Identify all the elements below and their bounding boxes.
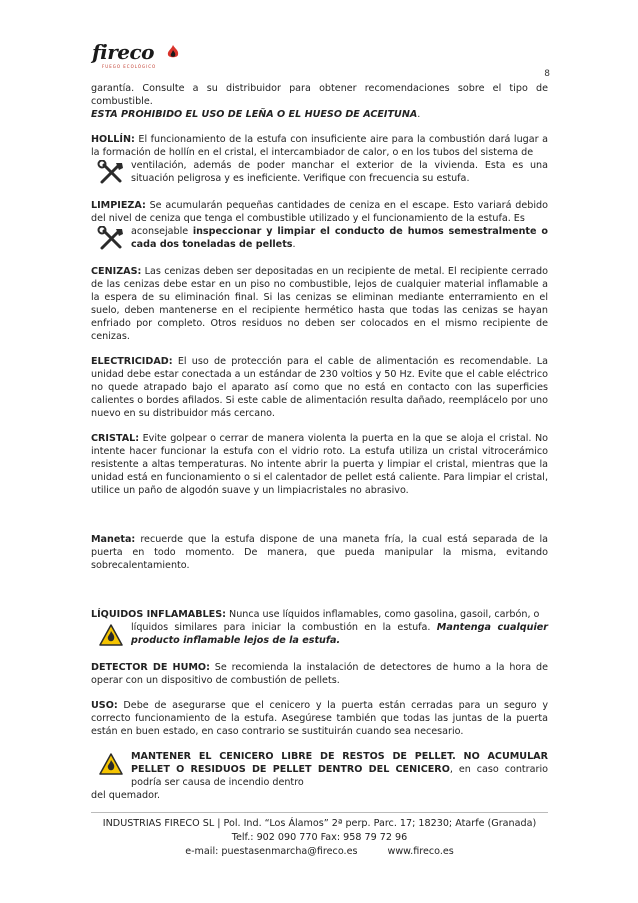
liquidos-warning-bold: Mantenga cualquier producto inflamable lejos de la estufa. xyxy=(131,622,549,646)
section-liquidos xyxy=(91,608,548,649)
footer-divider xyxy=(91,812,548,813)
cenicero-warning: , en caso contrario podría ser causa de incendio dentro xyxy=(131,764,548,788)
limpieza-advice-bold: inspeccionar y limpiar el conducto de humos semestralmente o cada dos toneladas de pellets xyxy=(131,226,548,250)
section-limpieza xyxy=(91,199,548,253)
liquidos-warning: líquidos similares para iniciar la combustión en la estufa. xyxy=(131,622,437,633)
section-hollin xyxy=(91,133,548,187)
cenicero-text xyxy=(131,750,548,789)
cenizas-text: Las cenizas deben ser depositadas en un recipiente de metal. El recipiente cerrado de las cenizas debe estar en un piso no combustible, lejos de cualquier material inflamable a la espera de su eliminación final. Si las cenizas se eliminan mediante enterramiento en el suelo, deben mantenerse en el recipiente hermético hasta que todas las cenizas se hayan enfriado por completo. Otros residuos no deben ser colocados en el mismo recipiente de cenizas. xyxy=(91,266,548,342)
page-number: 8 xyxy=(544,69,550,79)
maneta-label: Maneta: xyxy=(91,534,136,545)
footer-contact xyxy=(91,845,548,859)
footer-phone: Telf.: 902 090 770 Fax: 958 79 72 96 xyxy=(231,832,408,843)
section-uso xyxy=(91,699,548,738)
page-content xyxy=(91,82,548,802)
limpieza-text-continued xyxy=(131,225,548,251)
detector-label: DETECTOR DE HUMO: xyxy=(91,662,210,673)
detector-text: Se recomienda la instalación de detectores de humo a la hora de operar con un dispositivo de combustión de pellets. xyxy=(91,662,548,686)
cenicero-warning-bold: MANTENER EL CENICERO LIBRE DE RESTOS DE PELLET. NO ACUMULAR PELLET O RESIDUOS DE PELLET DENTRO DEL CENICERO xyxy=(131,751,548,775)
cristal-label: CRISTAL: xyxy=(91,433,140,444)
intro-paragraph xyxy=(91,82,548,121)
cenizas-label: CENIZAS: xyxy=(91,266,142,277)
section-electricidad xyxy=(91,355,548,420)
flame-icon xyxy=(166,45,180,59)
cenicero-text-end: del quemador. xyxy=(91,790,161,801)
footer-email[interactable]: e-mail: puestasenmarcha@fireco.es xyxy=(185,846,358,857)
logo-wordmark: fireco xyxy=(92,40,154,64)
limpieza-period: . xyxy=(292,239,296,250)
maneta-text: recuerde que la estufa dispone de una maneta fría, la cual está separada de la puerta en todo momento. De manera, que pueda manipular la misma, evitando sobrecalentamiento. xyxy=(91,534,548,571)
uso-label: USO: xyxy=(91,700,118,711)
logo-subtitle: FUEGO ECOLÓGICO xyxy=(102,64,157,69)
electricidad-text: El uso de protección para el cable de alimentación es recomendable. La unidad debe estar conectada a un estándar de 230 voltios y 50 Hz. Evite que el cable eléctrico no quede atrapado bajo el aparato así como que no está en contacto con las superficies calientes o bordes afilados. Si este cable de alimentación resulta dañado, reemplácelo por uno nuevo en su distribuidor más cercano. xyxy=(91,356,548,419)
section-detector xyxy=(91,661,548,687)
intro-text: garantía. Consulte a su distribuidor para obtener recomendaciones sobre el tipo de combustible. xyxy=(91,83,548,107)
section-cenizas xyxy=(91,265,548,343)
liquidos-text: Nunca use líquidos inflamables, como gasolina, gasoil, carbón, o xyxy=(225,609,540,620)
hollin-text: El funcionamiento de la estufa con insuficiente aire para la combustión dará lugar a la formación de hollín en el cristal, el intercambiador de calor, o en los tubos del sistema de xyxy=(91,134,548,158)
flammable-warning-icon xyxy=(99,624,123,646)
section-maneta xyxy=(91,533,548,572)
page-footer xyxy=(91,817,548,859)
footer-address: INDUSTRIAS FIRECO SL | Pol. Ind. “Los Álamos” 2ª perp. Parc. 17; 18230; Atarfe (Granada) xyxy=(102,818,537,829)
liquidos-text-continued xyxy=(131,621,548,647)
intro-period: . xyxy=(417,109,421,120)
limpieza-advice: aconsejable xyxy=(131,226,193,237)
tools-icon xyxy=(96,226,126,252)
section-cenicero xyxy=(91,750,548,802)
hollin-label: HOLLÍN: xyxy=(91,134,135,145)
flammable-warning-icon xyxy=(99,753,123,775)
prohibition-notice: ESTA PROHIBIDO EL USO DE LEÑA O EL HUESO DE ACEITUNA xyxy=(91,109,418,120)
footer-website[interactable]: www.fireco.es xyxy=(387,846,454,857)
section-cristal xyxy=(91,432,548,497)
hollin-text-continued: ventilación, además de poder manchar el exterior de la vivienda. Esta es una situación peligrosa y es ineficiente. Verifique con frecuencia su estufa. xyxy=(131,160,548,184)
cristal-text: Evite golpear o cerrar de manera violenta la puerta en la que se aloja el cristal. No intente hacer funcionar la estufa con el vidrio roto. La estufa utiliza un cristal vitrocerámico resistente a altas temperaturas. No intente abrir la puerta y limpiar el cristal, mientras que la unidad está en funcionamiento o si el calentador de pellet está caliente. Para limpiar el cristal, utilice un paño de algodón suave y un limpiacristales no abrasivo. xyxy=(91,433,548,496)
liquidos-label: LÍQUIDOS INFLAMABLES: xyxy=(91,609,226,620)
uso-text: Debe de asegurarse que el cenicero y la puerta están cerradas para un seguro y correcto funcionamiento de la estufa. Asegúrese también que todas las juntas de la puerta están en buen estado, en caso contrario se sustituirán cuando sea necesario. xyxy=(91,700,548,737)
limpieza-text: Se acumularán pequeñas cantidades de ceniza en el escape. Esto variará debido del nivel de ceniza que tenga el combustible utilizado y el funcionamiento de la estufa. Es xyxy=(91,200,548,224)
electricidad-label: ELECTRICIDAD: xyxy=(91,356,173,367)
limpieza-label: LIMPIEZA: xyxy=(91,200,146,211)
tools-icon xyxy=(96,160,126,186)
company-logo xyxy=(92,40,184,74)
